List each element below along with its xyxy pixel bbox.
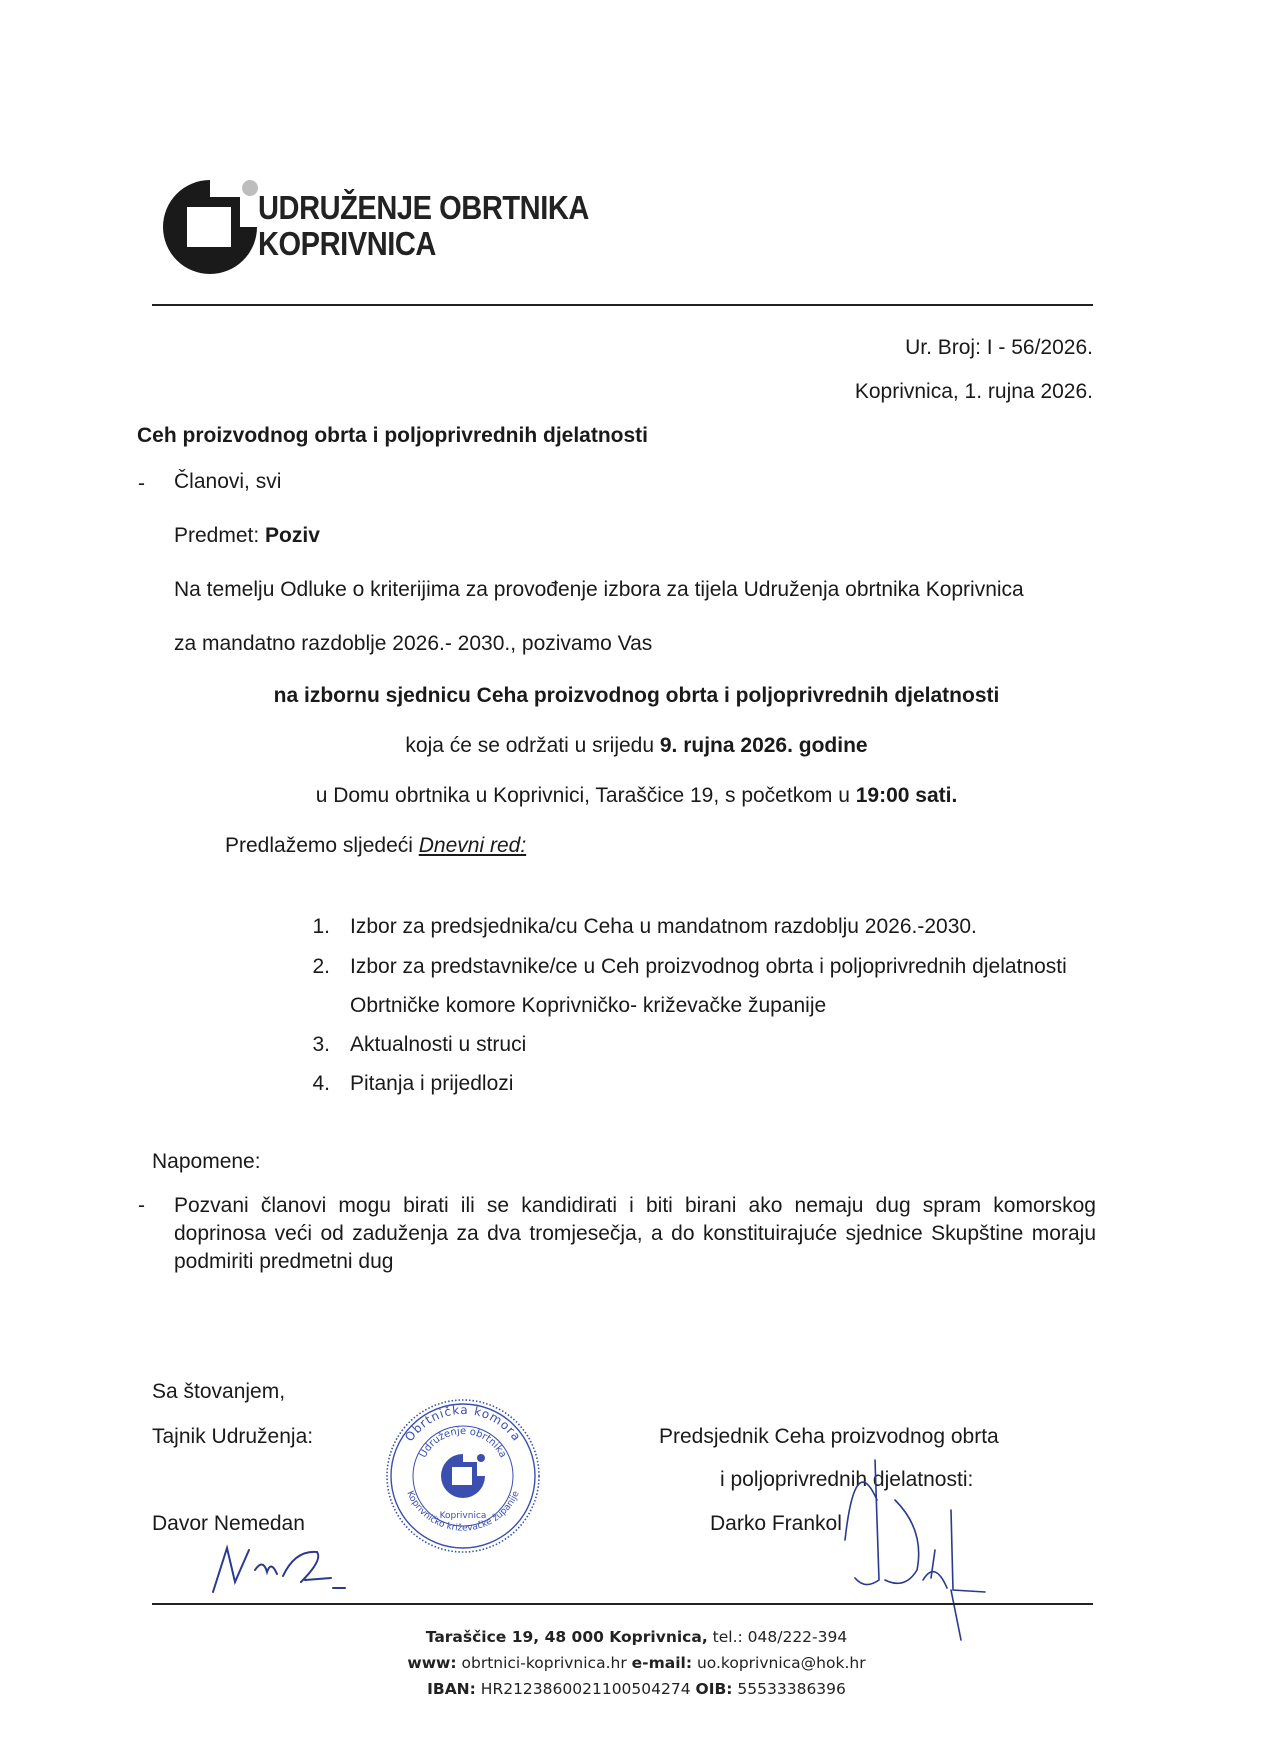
stamp-text-top: Obrtnička komora [402,1402,525,1445]
recipient-guild: Ceh proizvodnog obrta i poljoprivrednih djelatnosti [137,424,649,447]
recipient-dash: - [138,472,145,495]
agenda-item-2-number: 2. [312,955,330,978]
footer-oib: 55533386396 [732,1680,846,1698]
stamp-logo-icon [441,1454,485,1498]
notes-dash: - [138,1194,145,1217]
president-role-line2: i poljoprivrednih djelatnosti: [720,1468,974,1491]
stamp-text-inner: Udruženje obrtnika [417,1425,509,1460]
greeting: Sa štovanjem, [152,1380,286,1403]
svg-text:Udruženje obrtnika [418,1426,508,1460]
president-signature [835,1440,995,1660]
body-line-2: za mandatno razdoblje 2026.- 2030., pozivamo Vas [174,632,653,655]
meeting-time: 19:00 sati. [855,784,958,807]
footer-divider [152,1603,1093,1605]
svg-text:Obrtnička komora [402,1403,524,1444]
body-line-3: na izbornu sjednicu Ceha proizvodnog obrta i poljoprivrednih djelatnosti [273,684,1000,707]
subject-value: Poziv [265,524,320,547]
notes-text: Pozvani članovi mogu birati ili se kandidirati i biti birani ako nemaju dug spram komorskog doprinosa veći od zaduženja za dva tromjesečja, a do konstituirajuće sjednice Skupštine moraju podmiriti predmetni dug [174,1194,1096,1273]
footer-address-line [0,1628,1273,1646]
agenda-item-4-number: 4. [312,1072,330,1095]
president-name: Darko Frankol [710,1512,842,1535]
agenda-item-2-text-cont: Obrtničke komore Koprivničko- križevačke županije [350,994,827,1017]
body-line-5 [0,784,1273,808]
body-line-1: Na temelju Odluke o kriterijima za provođenje izbora za tijela Udruženja obrtnika Koprivnica [174,578,1024,601]
meeting-date: 9. rujna 2026. godine [659,734,868,757]
footer-email-label: e-mail: [631,1654,693,1672]
footer-tel-label: tel.: [707,1628,748,1646]
agenda-item-3-number: 3. [312,1033,330,1056]
footer-bank-line [0,1680,1273,1698]
stamp-text-city: Koprivnica [439,1511,487,1521]
recipient-members: Članovi, svi [174,470,282,493]
agenda-item-2-text: Izbor za predstavnike/ce u Ceh proizvodnog obrta i poljoprivrednih djelatnosti [350,955,1067,978]
association-logo [155,172,265,282]
notes-title: Napomene: [152,1150,261,1173]
agenda-heading: Dnevni red: [418,834,527,857]
footer-iban: HR2123860021100504274 [475,1680,696,1698]
secretary-signature [205,1530,355,1600]
footer-address: Taraščice 19, 48 000 Koprivnica, [425,1628,708,1646]
footer-www-label: www: [407,1654,457,1672]
stamp-text-bottom: Koprivničko križevačke županije [404,1489,522,1534]
agenda-item-3-text: Aktualnosti u struci [350,1033,527,1056]
agenda-item-4-text: Pitanja i prijedlozi [350,1072,514,1095]
subject-line [174,524,320,548]
footer-www[interactable]: obrtnici-koprivnica.hr [456,1654,632,1672]
agenda-item-1-text: Izbor za predsjednika/cu Ceha u mandatnom razdoblju 2026.-2030. [350,915,977,938]
header-divider [152,304,1093,306]
reference-number: Ur. Broj: I - 56/2026. [905,336,1093,359]
subject-label: Predmet: [174,524,266,547]
agenda-item-1-number: 1. [312,915,330,938]
secretary-role: Tajnik Udruženja: [152,1425,314,1448]
secretary-name: Davor Nemedan [152,1512,305,1535]
agenda-intro [225,834,526,858]
footer-web-line [0,1654,1273,1672]
body-line-4 [0,734,1273,758]
organization-name-line2: KOPRIVNICA [258,225,436,262]
footer-tel: 048/222-394 [747,1628,848,1646]
footer-oib-label: OIB: [695,1680,733,1698]
organization-name [258,190,589,262]
president-role-line1: Predsjednik Ceha proizvodnog obrta [659,1425,999,1448]
meeting-day: koja će se održati u srijedu [405,734,660,757]
official-stamp [383,1396,543,1556]
place-date: Koprivnica, 1. rujna 2026. [854,380,1093,403]
meeting-place: u Domu obrtnika u Koprivnici, Taraščice 19, s početkom u [315,784,856,807]
organization-name-line1: UDRUŽENJE OBRTNIKA [258,189,589,226]
agenda-intro-text: Predlažemo sljedeći [225,834,419,857]
footer-email[interactable]: uo.koprivnica@hok.hr [692,1654,866,1672]
footer-iban-label: IBAN: [427,1680,476,1698]
